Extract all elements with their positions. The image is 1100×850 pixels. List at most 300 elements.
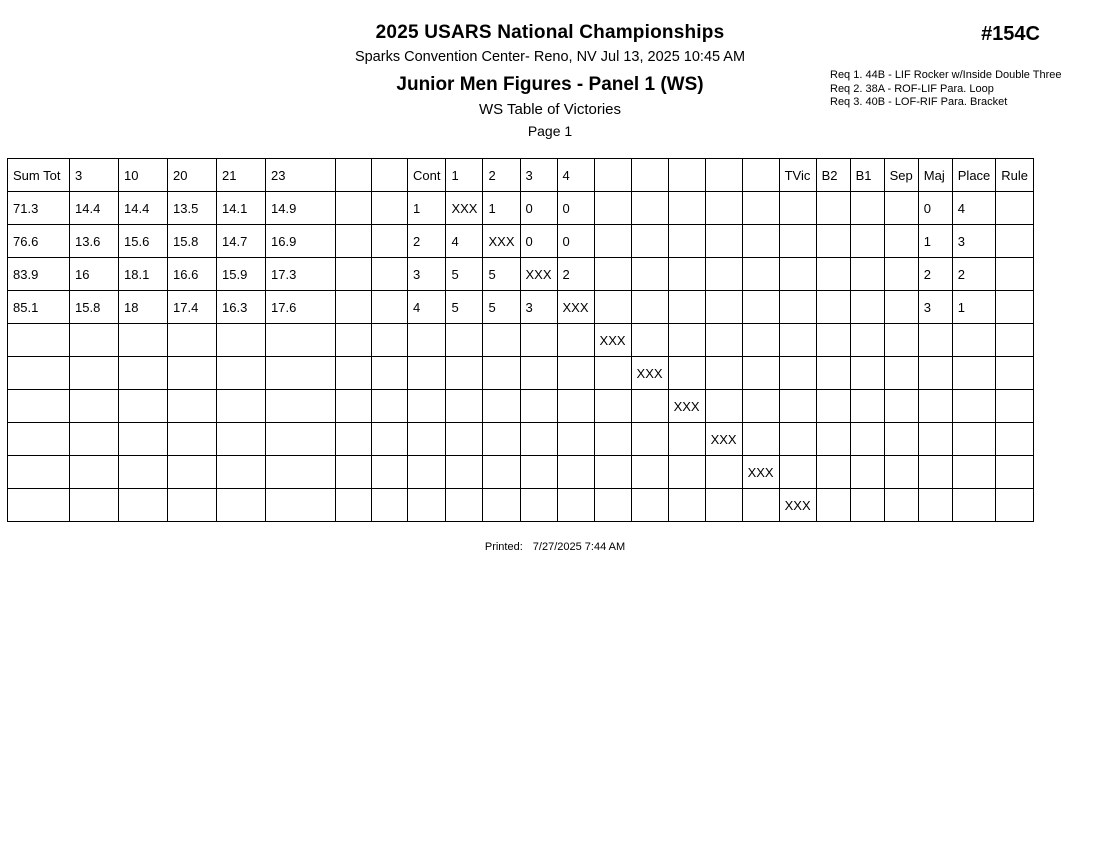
column-header: 1 xyxy=(446,159,483,192)
column-header xyxy=(372,159,408,192)
table-cell xyxy=(483,456,520,489)
table-cell: 3 xyxy=(918,291,952,324)
table-cell: 18.1 xyxy=(119,258,168,291)
column-header: Sep xyxy=(884,159,918,192)
table-cell: XXX xyxy=(742,456,779,489)
table-cell: XXX xyxy=(483,225,520,258)
table-cell xyxy=(705,324,742,357)
table-cell xyxy=(884,225,918,258)
table-cell xyxy=(336,390,372,423)
table-cell xyxy=(668,489,705,522)
column-header: 3 xyxy=(520,159,557,192)
table-cell xyxy=(952,324,996,357)
table-cell: 1 xyxy=(408,192,446,225)
venue-line: Sparks Convention Center- Reno, NV Jul 13, 2025 10:45 AM xyxy=(354,49,746,65)
table-cell xyxy=(952,357,996,390)
table-cell xyxy=(779,291,816,324)
table-row xyxy=(8,291,1034,324)
table-cell xyxy=(336,225,372,258)
table-cell xyxy=(594,225,631,258)
table-cell: 15.8 xyxy=(70,291,119,324)
table-cell xyxy=(372,291,408,324)
table-cell xyxy=(816,390,850,423)
table-row xyxy=(8,489,1034,522)
table-cell xyxy=(952,390,996,423)
table-cell xyxy=(408,489,446,522)
column-header: 21 xyxy=(217,159,266,192)
table-cell xyxy=(266,456,336,489)
table-cell xyxy=(168,357,217,390)
table-cell: 14.9 xyxy=(266,192,336,225)
table-cell xyxy=(266,390,336,423)
table-cell xyxy=(168,390,217,423)
table-cell xyxy=(996,192,1034,225)
table-cell: 0 xyxy=(520,192,557,225)
table-cell: 13.6 xyxy=(70,225,119,258)
table-cell xyxy=(668,258,705,291)
table-cell xyxy=(119,456,168,489)
column-header xyxy=(631,159,668,192)
table-cell xyxy=(446,456,483,489)
column-header xyxy=(336,159,372,192)
table-row xyxy=(8,423,1034,456)
table-cell xyxy=(119,324,168,357)
table-cell xyxy=(850,324,884,357)
table-cell: XXX xyxy=(520,258,557,291)
table-cell: 14.4 xyxy=(70,192,119,225)
table-cell xyxy=(372,357,408,390)
table-cell: XXX xyxy=(594,324,631,357)
column-header: Rule xyxy=(996,159,1034,192)
table-cell xyxy=(520,390,557,423)
table-cell xyxy=(119,423,168,456)
column-header: Maj xyxy=(918,159,952,192)
table-cell xyxy=(952,489,996,522)
table-cell: 15.8 xyxy=(168,225,217,258)
table-cell xyxy=(884,390,918,423)
table-cell xyxy=(742,324,779,357)
table-cell xyxy=(557,357,594,390)
table-cell xyxy=(408,423,446,456)
table-cell xyxy=(850,291,884,324)
table-cell xyxy=(336,357,372,390)
table-cell xyxy=(168,456,217,489)
entry-number: #154C xyxy=(981,23,1040,45)
table-cell xyxy=(996,225,1034,258)
table-cell: 16.3 xyxy=(217,291,266,324)
table-cell xyxy=(952,423,996,456)
table-cell xyxy=(668,324,705,357)
requirement-item: Req 3. 40B - LOF-RIF Para. Bracket xyxy=(830,96,1008,108)
table-cell xyxy=(631,225,668,258)
table-cell: 2 xyxy=(952,258,996,291)
table-cell xyxy=(705,225,742,258)
table-cell: 4 xyxy=(952,192,996,225)
table-cell xyxy=(520,423,557,456)
table-cell xyxy=(594,456,631,489)
table-row xyxy=(8,192,1034,225)
table-cell xyxy=(631,258,668,291)
table-cell xyxy=(742,357,779,390)
table-cell xyxy=(884,423,918,456)
table-cell xyxy=(816,489,850,522)
table-cell xyxy=(884,291,918,324)
table-cell xyxy=(742,258,779,291)
table-cell xyxy=(742,291,779,324)
table-cell: 4 xyxy=(408,291,446,324)
table-cell: 14.1 xyxy=(217,192,266,225)
table-cell xyxy=(850,456,884,489)
table-cell xyxy=(594,192,631,225)
table-cell xyxy=(705,489,742,522)
table-cell: 2 xyxy=(918,258,952,291)
table-cell xyxy=(8,423,70,456)
column-header xyxy=(668,159,705,192)
table-cell xyxy=(70,489,119,522)
table-cell xyxy=(446,357,483,390)
table-cell xyxy=(336,423,372,456)
table-cell xyxy=(779,423,816,456)
printed-timestamp: 7/27/2025 7:44 AM xyxy=(532,541,626,553)
table-cell xyxy=(70,390,119,423)
table-cell xyxy=(446,423,483,456)
table-cell xyxy=(742,489,779,522)
table-cell: XXX xyxy=(668,390,705,423)
table-cell xyxy=(668,456,705,489)
table-cell xyxy=(336,192,372,225)
table-cell: 14.4 xyxy=(119,192,168,225)
table-cell xyxy=(742,225,779,258)
table-cell xyxy=(483,423,520,456)
table-body xyxy=(8,192,1034,522)
table-cell xyxy=(119,357,168,390)
table-cell xyxy=(594,489,631,522)
report-subtitle: WS Table of Victories xyxy=(478,101,621,118)
table-cell xyxy=(408,456,446,489)
table-cell xyxy=(594,357,631,390)
table-cell xyxy=(996,258,1034,291)
table-cell xyxy=(996,423,1034,456)
print-footer xyxy=(0,541,1100,553)
table-row xyxy=(8,357,1034,390)
table-cell xyxy=(217,489,266,522)
table-cell xyxy=(520,456,557,489)
table-cell xyxy=(168,423,217,456)
table-cell: 71.3 xyxy=(8,192,70,225)
table-cell xyxy=(446,324,483,357)
event-title: Junior Men Figures - Panel 1 (WS) xyxy=(396,74,704,95)
column-header: TVic xyxy=(779,159,816,192)
column-header: Cont xyxy=(408,159,446,192)
table-cell: 0 xyxy=(557,225,594,258)
table-cell xyxy=(742,390,779,423)
table-cell xyxy=(705,192,742,225)
table-cell: 17.3 xyxy=(266,258,336,291)
table-cell xyxy=(408,390,446,423)
table-cell xyxy=(483,390,520,423)
table-cell xyxy=(372,423,408,456)
table-cell: 16.6 xyxy=(168,258,217,291)
table-cell xyxy=(520,357,557,390)
table-cell: 83.9 xyxy=(8,258,70,291)
table-row xyxy=(8,324,1034,357)
table-cell xyxy=(996,489,1034,522)
table-cell xyxy=(8,357,70,390)
table-of-victories-wrapper xyxy=(7,158,1034,522)
table-cell xyxy=(483,489,520,522)
table-cell: 5 xyxy=(446,291,483,324)
table-cell xyxy=(779,456,816,489)
table-cell: 0 xyxy=(520,225,557,258)
table-cell xyxy=(266,357,336,390)
column-header: Place xyxy=(952,159,996,192)
table-header-row xyxy=(8,159,1034,192)
table-cell: 18 xyxy=(119,291,168,324)
table-cell xyxy=(996,390,1034,423)
table-cell xyxy=(705,456,742,489)
table-cell xyxy=(850,258,884,291)
table-cell xyxy=(668,291,705,324)
table-cell xyxy=(483,357,520,390)
document-header xyxy=(0,0,1100,139)
table-cell xyxy=(372,489,408,522)
column-header: Sum Tot xyxy=(8,159,70,192)
table-cell xyxy=(816,423,850,456)
table-cell xyxy=(266,489,336,522)
table-cell xyxy=(779,192,816,225)
table-cell: 3 xyxy=(408,258,446,291)
column-header: 3 xyxy=(70,159,119,192)
table-cell xyxy=(520,324,557,357)
table-cell xyxy=(952,456,996,489)
table-cell xyxy=(996,324,1034,357)
column-header: 10 xyxy=(119,159,168,192)
table-cell: XXX xyxy=(446,192,483,225)
page-number-label: Page 1 xyxy=(527,123,573,139)
table-cell xyxy=(372,456,408,489)
table-cell xyxy=(816,324,850,357)
table-cell xyxy=(996,291,1034,324)
table-cell xyxy=(816,225,850,258)
requirements-list xyxy=(830,69,1090,110)
table-cell: 1 xyxy=(952,291,996,324)
table-cell xyxy=(8,324,70,357)
table-cell xyxy=(884,192,918,225)
table-cell xyxy=(70,324,119,357)
table-cell xyxy=(8,489,70,522)
table-cell xyxy=(850,225,884,258)
table-cell xyxy=(779,357,816,390)
table-row xyxy=(8,390,1034,423)
table-cell xyxy=(705,258,742,291)
table-cell: 15.9 xyxy=(217,258,266,291)
table-cell xyxy=(594,423,631,456)
table-cell xyxy=(884,456,918,489)
table-cell xyxy=(408,324,446,357)
table-cell xyxy=(884,258,918,291)
table-cell xyxy=(594,291,631,324)
table-cell xyxy=(217,423,266,456)
table-cell xyxy=(918,489,952,522)
table-cell: 3 xyxy=(520,291,557,324)
table-cell xyxy=(779,258,816,291)
table-row xyxy=(8,456,1034,489)
table-cell xyxy=(631,489,668,522)
table-cell xyxy=(70,423,119,456)
table-cell xyxy=(850,489,884,522)
table-cell xyxy=(884,324,918,357)
column-header: B2 xyxy=(816,159,850,192)
table-cell xyxy=(557,423,594,456)
table-cell xyxy=(816,291,850,324)
table-cell: 15.6 xyxy=(119,225,168,258)
table-cell xyxy=(631,390,668,423)
column-header: 20 xyxy=(168,159,217,192)
table-cell xyxy=(446,489,483,522)
table-cell xyxy=(446,390,483,423)
table-cell xyxy=(8,390,70,423)
table-cell xyxy=(217,390,266,423)
table-cell: XXX xyxy=(631,357,668,390)
table-cell xyxy=(557,390,594,423)
table-cell: 5 xyxy=(483,291,520,324)
table-cell: 76.6 xyxy=(8,225,70,258)
table-cell xyxy=(918,357,952,390)
table-cell xyxy=(850,390,884,423)
table-cell xyxy=(918,324,952,357)
table-cell: 1 xyxy=(483,192,520,225)
table-cell xyxy=(70,357,119,390)
column-header: 23 xyxy=(266,159,336,192)
table-cell xyxy=(742,423,779,456)
table-cell: 2 xyxy=(557,258,594,291)
table-cell xyxy=(850,423,884,456)
table-cell xyxy=(850,192,884,225)
table-cell xyxy=(266,423,336,456)
table-cell xyxy=(594,258,631,291)
table-cell xyxy=(779,390,816,423)
table-cell xyxy=(850,357,884,390)
table-cell xyxy=(996,357,1034,390)
table-cell: 0 xyxy=(918,192,952,225)
table-cell xyxy=(336,324,372,357)
table-cell xyxy=(557,324,594,357)
page-title: 2025 USARS National Championships xyxy=(375,22,725,43)
table-cell xyxy=(557,489,594,522)
table-cell xyxy=(119,489,168,522)
table-cell xyxy=(336,291,372,324)
table-cell xyxy=(408,357,446,390)
table-cell: 17.4 xyxy=(168,291,217,324)
column-header xyxy=(705,159,742,192)
table-row xyxy=(8,258,1034,291)
table-cell: 0 xyxy=(557,192,594,225)
table-cell xyxy=(668,423,705,456)
table-cell xyxy=(705,291,742,324)
table-cell xyxy=(631,324,668,357)
table-cell xyxy=(884,357,918,390)
table-cell: 13.5 xyxy=(168,192,217,225)
table-cell xyxy=(779,225,816,258)
table-cell xyxy=(631,423,668,456)
table-cell xyxy=(266,324,336,357)
table-cell xyxy=(336,489,372,522)
table-cell: 2 xyxy=(408,225,446,258)
table-cell: 17.6 xyxy=(266,291,336,324)
column-header xyxy=(594,159,631,192)
table-cell xyxy=(668,357,705,390)
requirement-item: Req 1. 44B - LIF Rocker w/Inside Double Three xyxy=(830,69,1062,81)
table-cell xyxy=(816,192,850,225)
table-of-victories xyxy=(7,158,1034,522)
table-cell xyxy=(631,291,668,324)
table-cell xyxy=(918,423,952,456)
table-cell: 85.1 xyxy=(8,291,70,324)
table-cell: 4 xyxy=(446,225,483,258)
table-cell xyxy=(996,456,1034,489)
table-cell: 5 xyxy=(446,258,483,291)
table-cell xyxy=(779,324,816,357)
table-cell xyxy=(372,225,408,258)
table-cell xyxy=(520,489,557,522)
table-cell: XXX xyxy=(705,423,742,456)
table-cell xyxy=(816,357,850,390)
table-row xyxy=(8,225,1034,258)
table-cell: 14.7 xyxy=(217,225,266,258)
table-cell xyxy=(336,456,372,489)
column-header: 4 xyxy=(557,159,594,192)
column-header: B1 xyxy=(850,159,884,192)
table-cell xyxy=(217,357,266,390)
table-cell xyxy=(705,390,742,423)
table-cell xyxy=(884,489,918,522)
table-cell xyxy=(483,324,520,357)
table-cell xyxy=(372,192,408,225)
table-cell xyxy=(336,258,372,291)
table-cell xyxy=(816,456,850,489)
table-cell: 3 xyxy=(952,225,996,258)
table-cell: 16.9 xyxy=(266,225,336,258)
table-cell xyxy=(217,456,266,489)
table-cell xyxy=(217,324,266,357)
requirement-item: Req 2. 38A - ROF-LIF Para. Loop xyxy=(830,82,994,95)
table-cell xyxy=(372,258,408,291)
table-header xyxy=(8,159,1034,192)
table-cell xyxy=(594,390,631,423)
table-cell xyxy=(168,324,217,357)
column-header xyxy=(742,159,779,192)
table-cell xyxy=(816,258,850,291)
table-cell xyxy=(168,489,217,522)
printed-label: Printed: xyxy=(484,541,523,553)
table-cell xyxy=(631,456,668,489)
table-cell xyxy=(119,390,168,423)
table-cell: 1 xyxy=(918,225,952,258)
table-cell xyxy=(668,192,705,225)
table-cell xyxy=(918,456,952,489)
table-cell xyxy=(8,456,70,489)
table-cell xyxy=(631,192,668,225)
table-cell xyxy=(557,456,594,489)
table-cell: XXX xyxy=(779,489,816,522)
table-cell: XXX xyxy=(557,291,594,324)
table-cell xyxy=(372,390,408,423)
table-cell xyxy=(372,324,408,357)
table-cell xyxy=(918,390,952,423)
table-cell xyxy=(705,357,742,390)
column-header: 2 xyxy=(483,159,520,192)
table-cell xyxy=(668,225,705,258)
